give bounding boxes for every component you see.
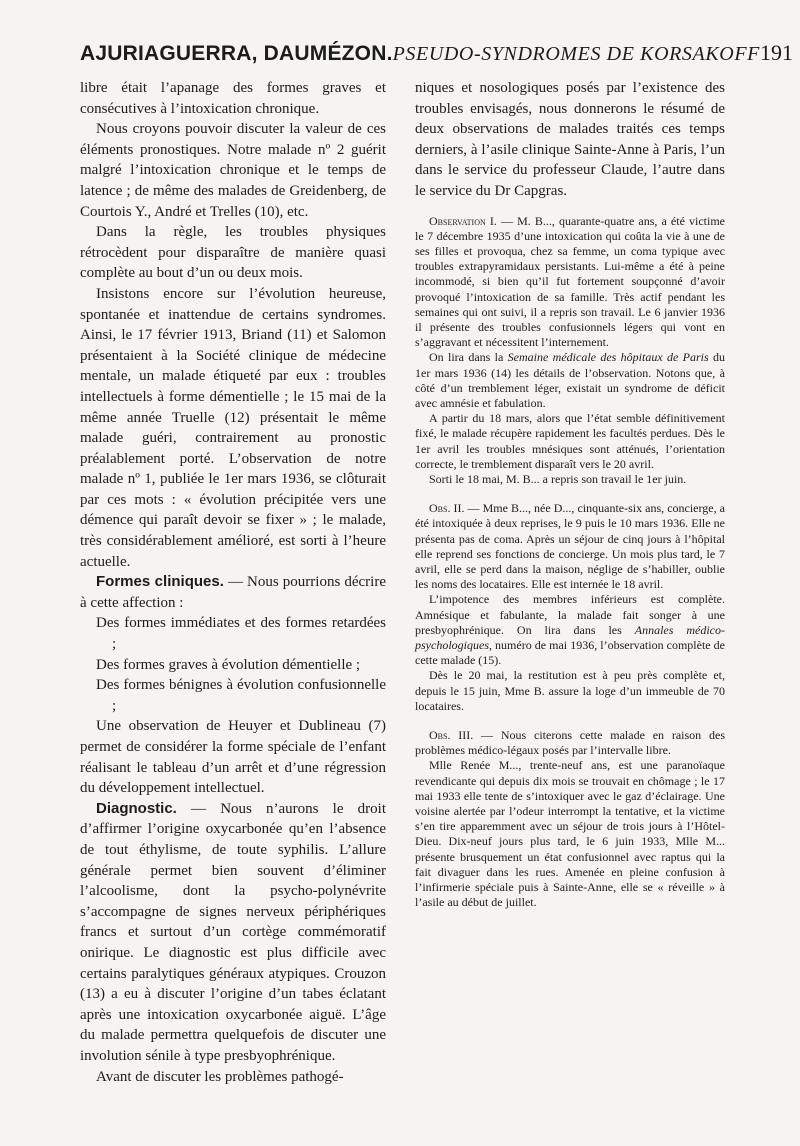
journal-title: Semaine médicale des hôpitaux de Paris [507,350,709,365]
observation-label: Obs. III. [429,728,474,743]
list-item: Des formes graves à évolution démentielle ; [96,656,361,673]
observation-3 [415,728,725,910]
observation-text: — Nous citerons cette malade en raison des problèmes médico-légaux posés par l’intervalle libre. [415,728,725,758]
header-title: PSEUDO-SYNDROMES DE KORSAKOFF [392,43,760,65]
text-run: , numéro de mai 1936, l’observation complète de cette malade (15). [415,638,725,668]
header-authors: AJURIAGUERRA, DAUMÉZON. [80,42,393,65]
page-number: 191 [759,40,793,65]
section-formes-cliniques [80,572,386,613]
running-header [80,40,793,66]
observation-text: — Mme B..., née D..., cinquante-six ans, concierge, a été intoxiquée à deux reprises, le 9 puis le 10 mars 1936. Elle ne présenta pas de coma. Après un séjour de cinq jours à l’hôpital elle reprend ses fonctions de concierge. Un mois plus tard, le 7 avril, elle se perd dans la maison, néglige de s’habiller, oublie les noms des locataires. Elle est internée le 18 avril. [415,501,725,592]
paragraph: Sorti le 18 mai, M. B... a repris son travail le 1er juin. [429,472,687,487]
list-item: Des formes immédiates et des formes retardées ; [96,615,386,653]
observation-intro [415,501,725,592]
section-heading: Diagnostic. [96,799,177,817]
text-run: du 1er mars 1936 (14) les détails de l’observation. Notons que, à côté d’un tremblement léger, existait un syndrome de déficit avec amnésie et fabulation. [415,350,725,410]
section-text: — Nous pourrions décrire à cette affection : [80,574,386,611]
paragraph [415,350,725,411]
journal-title: Annales médico-psychologiques [415,622,725,653]
observation-label: Observation I. [429,213,497,228]
paragraph: Avant de discuter les problèmes pathogé- [96,1068,344,1085]
section-heading: Formes cliniques. [96,573,224,591]
paragraph: Mlle Renée M..., trente-neuf ans, est une paranoïaque revendicante qui depuis dix mois se trouvait en chômage ; le 17 mai 1933 elle tente de s’intoxiquer avec le gaz d’éclairage. Une voisine alertée par l’odeur interrompt la tentative, et la victime s’en tire apparemment avec un séjour de trois jours à l’Hôtel-Dieu. Dix-neuf jours plus tard, le 6 juin 1933, Mlle M... présente brusquement un état confusionnel avec raptus qui la fait divaguer dans les rues. Amenée en pleine confusion à l’infirmerie spéciale puis à Sainte-Anne, elle se « réveille » à l’asile au début de juillet. [415,758,725,910]
right-column [415,78,725,911]
paragraph: libre était l’apanage des formes graves et consécutives à l’intoxication chronique. [80,80,386,117]
observation-intro [415,214,725,351]
paragraph: Nous croyons pouvoir discuter la valeur de ces éléments pronostiques. Notre malade nº 2 guérit malgré l’intoxication chronique et le temps de latence ; de même des malades de Greidenberg, de Courtois Y., André et Trelles (10), etc. [80,121,386,220]
paragraph: niques et nosologiques posés par l’existence des troubles envisagés, nous donnerons le résumé de deux observations de malades traités ces temps derniers, à l’asile clinique Sainte-Anne à Paris, l’un dans le service du professeur Claude, l’autre dans le service du Dr Capgras. [415,80,725,199]
text-run: L’impotence des membres inférieurs est complète. Amnésique et fabulante, la malade fait songer à une presbyophrénique. On lira dans les [415,592,725,637]
section-text: — Nous n’aurons le droit d’affirmer l’origine oxycarbonée qu’en l’absence de tout éthylisme, de toute syphilis. L’allure générale permet bien souvent d’éliminer l’alcoolisme, dont la psycho-polynévrite s’accompagne de signes nerveux périphériques francs et surtout d’un cortège commémoratif onirique. Le diagnostic est plus difficile avec certains paralytiques généraux atypiques. Crouzon (13) a eu à discuter l’origine d’un tabes éclatant après une intoxication oxycarbonée aiguë. L’âge du malade permettra quelquefois de discuter une involution sénile à type presbyophrénique. [80,800,386,1064]
list-item: Des formes bénignes à évolution confusionnelle ; [96,677,386,714]
left-column [80,78,386,1087]
paragraph: Dans la règle, les troubles physiques rétrocèdent pour disparaître de manière quasi complète au bout d’un ou deux mois. [80,224,386,282]
section-diagnostic [80,799,386,1067]
observation-label: Obs. II. [429,501,465,516]
paragraph: Insistons encore sur l’évolution heureuse, spontanée et inattendue de certains syndromes. Ainsi, le 17 février 1913, Briand (11) et Salomon présentaient à la Société clinique de médecine mentale, un malade étiqueté par eux : troubles intellectuels à forme démentielle ; le 15 mai de la même année Truelle (12) présentait le même malade guéri, contrairement au pronostic préalablement porté. L’observation de notre malade nº 1, publiée le 1er mars 1936, se clôturait par ces mots : « évolution précipitée vers une démence qui paraît devoir se fixer » ; le malade, très considérablement amélioré, est sorti à l’heure actuelle. [80,285,386,570]
paragraph: Une observation de Heuyer et Dublineau (7) permet de considérer la forme spéciale de l’enfant réalisant le tableau d’un arrêt et d’une régression du développement intellectuel. [80,718,386,797]
paragraph: A partir du 18 mars, alors que l’état semble définitivement fixé, le malade récupère rapidement les facultés perdues. Dès le 1er avril les troubles mnésiques sont atténués, l’orientation correcte, le tremblement disparaît vers le 20 avril. [415,411,725,471]
observation-1 [415,214,725,488]
paragraph [415,592,725,668]
observation-intro [415,728,725,758]
observation-text: — M. B..., quarante-quatre ans, a été victime le 7 décembre 1935 d’une intoxication qui coûta la vie à une de ses filles et provoqua, chez sa femme, un coma typique avec troubles extrapyramidaux persistants. Lui-même a été à peine incommodé, si bien qu’il fut fortement soupçonné d’avoir provoqué l’intoxication de sa famille. Très actif pendant les semaines qui ont suivi, il a repris son travail. Le 6 janvier 1936 il présente des troubles confusionnels légers qui vont en s’aggravant et nécessitent l’internement. [415,213,725,350]
paragraph: Dès le 20 mai, la restitution est à peu près complète et, depuis le 15 juin, Mme B. assure la loge d’un immeuble de 70 locataires. [415,668,725,713]
text-run: On lira dans la [429,350,508,365]
observation-2 [415,501,725,714]
